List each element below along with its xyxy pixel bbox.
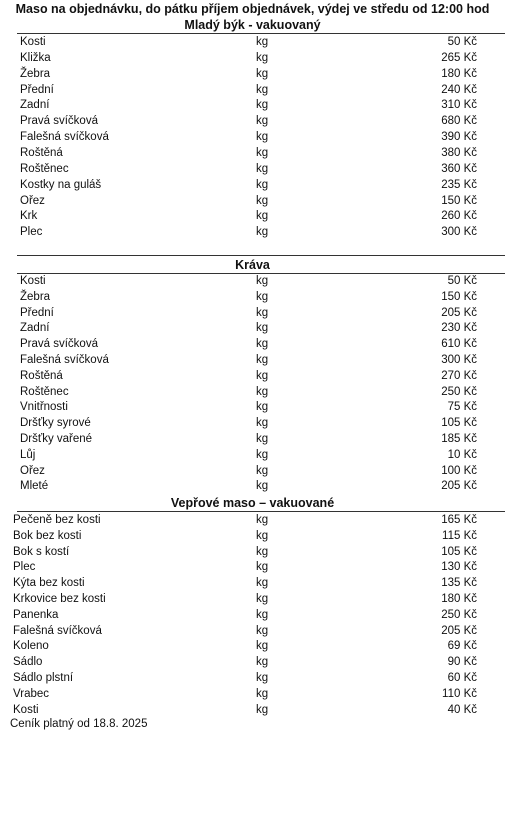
item-price: 380 Kč xyxy=(441,146,477,159)
item-name: Dršťky syrové xyxy=(20,417,91,430)
item-name: Kližka xyxy=(20,51,51,64)
item-price: 69 Kč xyxy=(447,640,477,653)
item-unit: kg xyxy=(256,464,269,477)
item-price: 390 Kč xyxy=(441,131,477,144)
item-name: Bok bez kosti xyxy=(13,529,82,542)
item-price: 250 Kč xyxy=(441,608,477,621)
item-unit: kg xyxy=(256,480,269,493)
item-price: 150 Kč xyxy=(441,290,477,303)
price-row xyxy=(0,638,505,654)
price-row xyxy=(0,384,505,400)
item-name: Koleno xyxy=(13,640,49,653)
item-unit: kg xyxy=(256,433,269,445)
item-name: Zadní xyxy=(20,99,50,112)
item-price: 165 Kč xyxy=(441,514,477,526)
item-name: Panenka xyxy=(13,608,59,621)
item-name: Kýta bez kosti xyxy=(13,577,85,590)
item-price: 100 Kč xyxy=(441,464,477,477)
item-unit: kg xyxy=(256,338,269,351)
item-unit: kg xyxy=(256,275,269,287)
item-name: Roštěnec xyxy=(20,385,69,398)
section-heading-cow: Kráva xyxy=(235,258,270,272)
price-row xyxy=(0,512,505,528)
price-row xyxy=(0,177,505,193)
item-price: 300 Kč xyxy=(441,226,477,239)
item-unit: kg xyxy=(256,115,269,128)
item-price: 310 Kč xyxy=(441,99,477,112)
item-price: 90 Kč xyxy=(447,656,477,669)
price-row xyxy=(0,528,505,544)
item-unit: kg xyxy=(256,545,269,558)
item-price: 300 Kč xyxy=(441,354,477,366)
item-unit: kg xyxy=(256,401,269,414)
price-row xyxy=(0,623,505,639)
item-name: Falešná svíčková xyxy=(13,624,102,637)
item-unit: kg xyxy=(256,448,269,461)
price-row xyxy=(0,145,505,161)
item-unit: kg xyxy=(256,624,269,637)
item-price: 610 Kč xyxy=(441,338,477,351)
price-row xyxy=(0,66,505,82)
item-name: Kosti xyxy=(13,703,39,716)
item-unit: kg xyxy=(256,354,269,366)
item-price: 75 Kč xyxy=(447,401,477,414)
price-row xyxy=(0,289,505,305)
item-name: Roštěná xyxy=(20,146,63,159)
item-price: 240 Kč xyxy=(441,83,477,96)
item-price: 180 Kč xyxy=(441,67,477,80)
price-row xyxy=(0,686,505,702)
item-unit: kg xyxy=(256,672,269,684)
item-unit: kg xyxy=(256,99,269,112)
item-unit: kg xyxy=(256,369,269,382)
item-unit: kg xyxy=(256,83,269,96)
item-unit: kg xyxy=(256,417,269,430)
item-unit: kg xyxy=(256,178,269,191)
item-price: 115 Kč xyxy=(442,529,477,542)
item-price: 205 Kč xyxy=(441,624,477,637)
item-unit: kg xyxy=(256,608,269,621)
item-name: Pravá svíčková xyxy=(20,338,98,351)
item-price: 265 Kč xyxy=(441,51,477,64)
item-name: Mleté xyxy=(20,480,49,493)
price-row xyxy=(0,305,505,321)
item-name: Zadní xyxy=(20,322,50,335)
item-unit: kg xyxy=(256,210,269,223)
item-name: Kosti xyxy=(20,36,46,48)
price-row xyxy=(0,224,505,240)
item-name: Roštěná xyxy=(20,369,63,382)
price-row xyxy=(0,575,505,591)
item-unit: kg xyxy=(256,306,269,319)
item-price: 40 Kč xyxy=(447,703,477,716)
item-name: Falešná svíčková xyxy=(20,354,109,366)
price-row xyxy=(0,129,505,145)
price-row xyxy=(0,336,505,352)
item-price: 270 Kč xyxy=(441,369,477,382)
price-row xyxy=(0,607,505,623)
price-row xyxy=(0,113,505,129)
item-price: 135 Kč xyxy=(441,577,477,590)
price-row xyxy=(0,320,505,336)
item-name: Vrabec xyxy=(13,687,50,700)
item-name: Sádlo xyxy=(13,656,43,669)
item-price: 360 Kč xyxy=(441,162,477,175)
item-price: 60 Kč xyxy=(447,672,477,684)
item-unit: kg xyxy=(256,529,269,542)
item-name: Ořez xyxy=(20,464,45,477)
item-price: 150 Kč xyxy=(441,194,477,207)
item-unit: kg xyxy=(256,290,269,303)
item-name: Sádlo plstní xyxy=(13,672,74,684)
item-price: 205 Kč xyxy=(441,480,477,493)
item-name: Krk xyxy=(20,210,38,223)
price-row xyxy=(0,415,505,431)
price-row xyxy=(0,34,505,50)
item-price: 10 Kč xyxy=(447,448,477,461)
item-name: Krkovice bez kosti xyxy=(13,593,106,605)
price-row xyxy=(0,368,505,384)
item-unit: kg xyxy=(256,162,269,175)
price-row xyxy=(0,447,505,463)
item-unit: kg xyxy=(256,194,269,207)
item-name: Žebra xyxy=(20,290,51,303)
price-row xyxy=(0,670,505,686)
item-unit: kg xyxy=(256,561,269,574)
item-name: Bok s kostí xyxy=(13,545,70,558)
item-price: 105 Kč xyxy=(441,545,477,558)
item-price: 250 Kč xyxy=(441,385,477,398)
item-name: Pečeně bez kosti xyxy=(13,514,101,526)
valid-from-note: Ceník platný od 18.8. 2025 xyxy=(10,718,148,730)
page-title: Maso na objednávku, do pátku příjem objednávek, výdej ve středu od 12:00 hod xyxy=(15,2,490,16)
item-name: Dršťky vařené xyxy=(20,433,93,445)
item-name: Žebra xyxy=(20,67,51,80)
price-row xyxy=(0,463,505,479)
item-name: Kosti xyxy=(20,275,46,287)
item-price: 205 Kč xyxy=(441,306,477,319)
price-row xyxy=(0,544,505,560)
item-unit: kg xyxy=(256,514,269,526)
item-price: 105 Kč xyxy=(441,417,477,430)
item-price: 110 Kč xyxy=(442,687,477,700)
item-name: Pravá svíčková xyxy=(20,115,98,128)
section-heading-pork: Vepřové maso – vakuované xyxy=(170,496,335,510)
price-row xyxy=(0,431,505,447)
item-unit: kg xyxy=(256,656,269,669)
price-row xyxy=(0,50,505,66)
item-price: 130 Kč xyxy=(441,561,477,574)
item-unit: kg xyxy=(256,640,269,653)
item-unit: kg xyxy=(256,322,269,335)
price-row xyxy=(0,97,505,113)
price-row xyxy=(0,591,505,607)
item-price: 180 Kč xyxy=(441,593,477,605)
item-unit: kg xyxy=(256,36,269,48)
item-name: Plec xyxy=(20,226,43,239)
item-unit: kg xyxy=(256,146,269,159)
item-unit: kg xyxy=(256,385,269,398)
item-unit: kg xyxy=(256,131,269,144)
divider xyxy=(17,255,505,256)
section-heading-young-bull: Mladý býk - vakuovaný xyxy=(184,18,321,32)
price-row xyxy=(0,399,505,415)
price-row xyxy=(0,478,505,494)
item-price: 50 Kč xyxy=(447,275,477,287)
item-price: 680 Kč xyxy=(441,115,477,128)
price-row xyxy=(0,193,505,209)
item-unit: kg xyxy=(256,51,269,64)
price-row xyxy=(0,208,505,224)
item-price: 185 Kč xyxy=(441,433,477,445)
item-name: Lůj xyxy=(20,448,36,461)
item-unit: kg xyxy=(256,703,269,716)
item-name: Přední xyxy=(20,83,54,96)
item-unit: kg xyxy=(256,593,269,605)
item-name: Falešná svíčková xyxy=(20,131,109,144)
item-name: Vnitřnosti xyxy=(20,401,68,414)
item-price: 230 Kč xyxy=(441,322,477,335)
price-row xyxy=(0,82,505,98)
item-name: Ořez xyxy=(20,194,45,207)
price-row xyxy=(0,161,505,177)
price-row xyxy=(0,654,505,670)
item-name: Kostky na guláš xyxy=(20,178,102,191)
item-name: Roštěnec xyxy=(20,162,69,175)
item-unit: kg xyxy=(256,577,269,590)
item-name: Přední xyxy=(20,306,54,319)
price-row xyxy=(0,352,505,368)
price-row xyxy=(0,559,505,575)
item-unit: kg xyxy=(256,67,269,80)
item-unit: kg xyxy=(256,687,269,700)
item-name: Plec xyxy=(13,561,36,574)
item-price: 235 Kč xyxy=(441,178,477,191)
item-price: 260 Kč xyxy=(441,210,477,223)
item-unit: kg xyxy=(256,226,269,239)
item-price: 50 Kč xyxy=(447,36,477,48)
price-row xyxy=(0,273,505,289)
